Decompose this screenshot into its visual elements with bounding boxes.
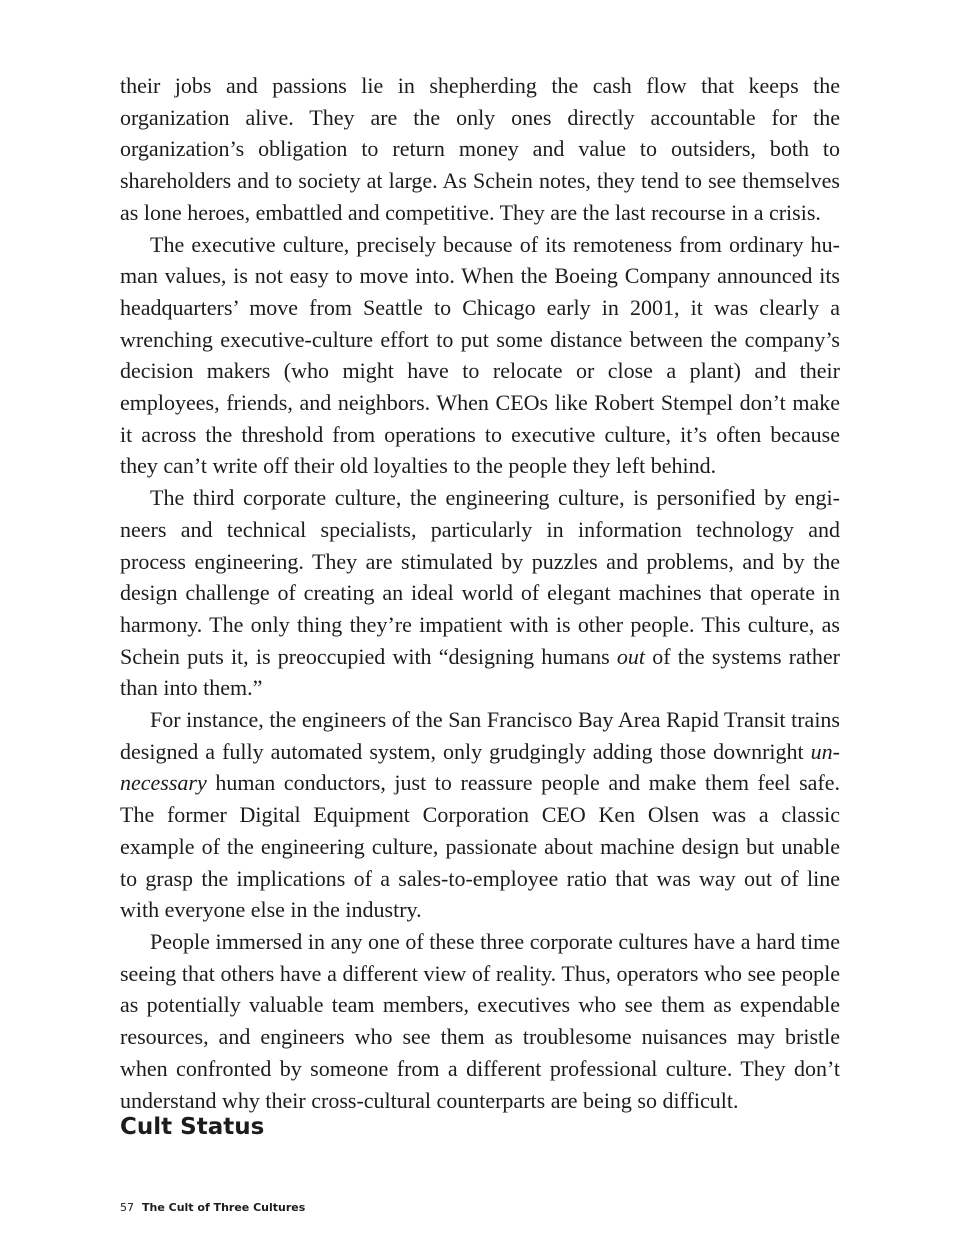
page-footer: [120, 1200, 305, 1216]
paragraph-5: [120, 926, 840, 1116]
text-run: The executive culture, precisely because of its remoteness from ordinary human values, is not easy to move into. When the Boeing Company announced its headquarters’ move from Seattle to Chicago early in 2001, it was clearly a wrenching executive-culture effort to put some distance between the company’s decision makers (who might have to relocate or close a plant) and their employees, friends, and neighbors. When CEOs like Robert Stempel don’t make it across the threshold from operations to executive culture, it’s often because they can’t write off their old loyalties to the people they left behind.: [120, 231, 840, 479]
text-run: The third corporate culture, the engineering culture, is personified by engineers and technical specialists, particularly in information technology and process engineering. They are stimulated by puzzles and problems, and by the design challenge of creating an ideal world of elegant machines that operate in harmony. The only thing they’re impatient with is other people. This culture, as Schein puts it, is preoccupied with “designing humans: [120, 485, 840, 669]
text-run: their jobs and passions lie in shepherding the cash flow that keeps the organization alive. They are the only ones directly accountable for the organization’s obligation to return money and value to outsiders, both to shareholders and to society at large. As Schein notes, they tend to see themselves as lone heroes, embattled and competitive. They are the last recourse in a crisis.: [120, 73, 840, 225]
text-run: For instance, the engineers of the San Francisco Bay Area Rapid Transit trains designed a fully automated system, only grudgingly adding those downright: [120, 707, 840, 764]
paragraph-1: [120, 70, 840, 229]
paragraph-4: [120, 704, 840, 926]
paragraph-2: [120, 229, 840, 483]
italic-run: out: [616, 643, 646, 669]
section-heading: Cult Status: [120, 1114, 265, 1140]
text-run: human conductors, just to reassure people and make them feel safe. The former Digital Equipment Corporation CEO Ken Olsen was a classic example of the engineering culture, passionate about machine design but unable to grasp the implications of a sales-to-employee ratio that was way out of line with everyone else in the industry.: [120, 770, 840, 923]
page-number: 57: [120, 1201, 134, 1214]
text-run: of the systems rather than into them.”: [120, 643, 840, 701]
italic-run: unnecessary: [120, 738, 840, 796]
text-run: People immersed in any one of these three corporate cultures have a hard time seeing that others have a different view of reality. Thus, operators who see people as potentially valuable team members, executives who see them as expendable resources, and engineers who see them as troublesome nuisances may bristle when confronted by someone from a different professional culture. They don’t understand why their cross-cultural counterparts are being so difficult.: [120, 928, 840, 1113]
running-title: The Cult of Three Cultures: [142, 1201, 306, 1214]
body-text: [120, 70, 840, 1116]
paragraph-3: [120, 482, 840, 704]
